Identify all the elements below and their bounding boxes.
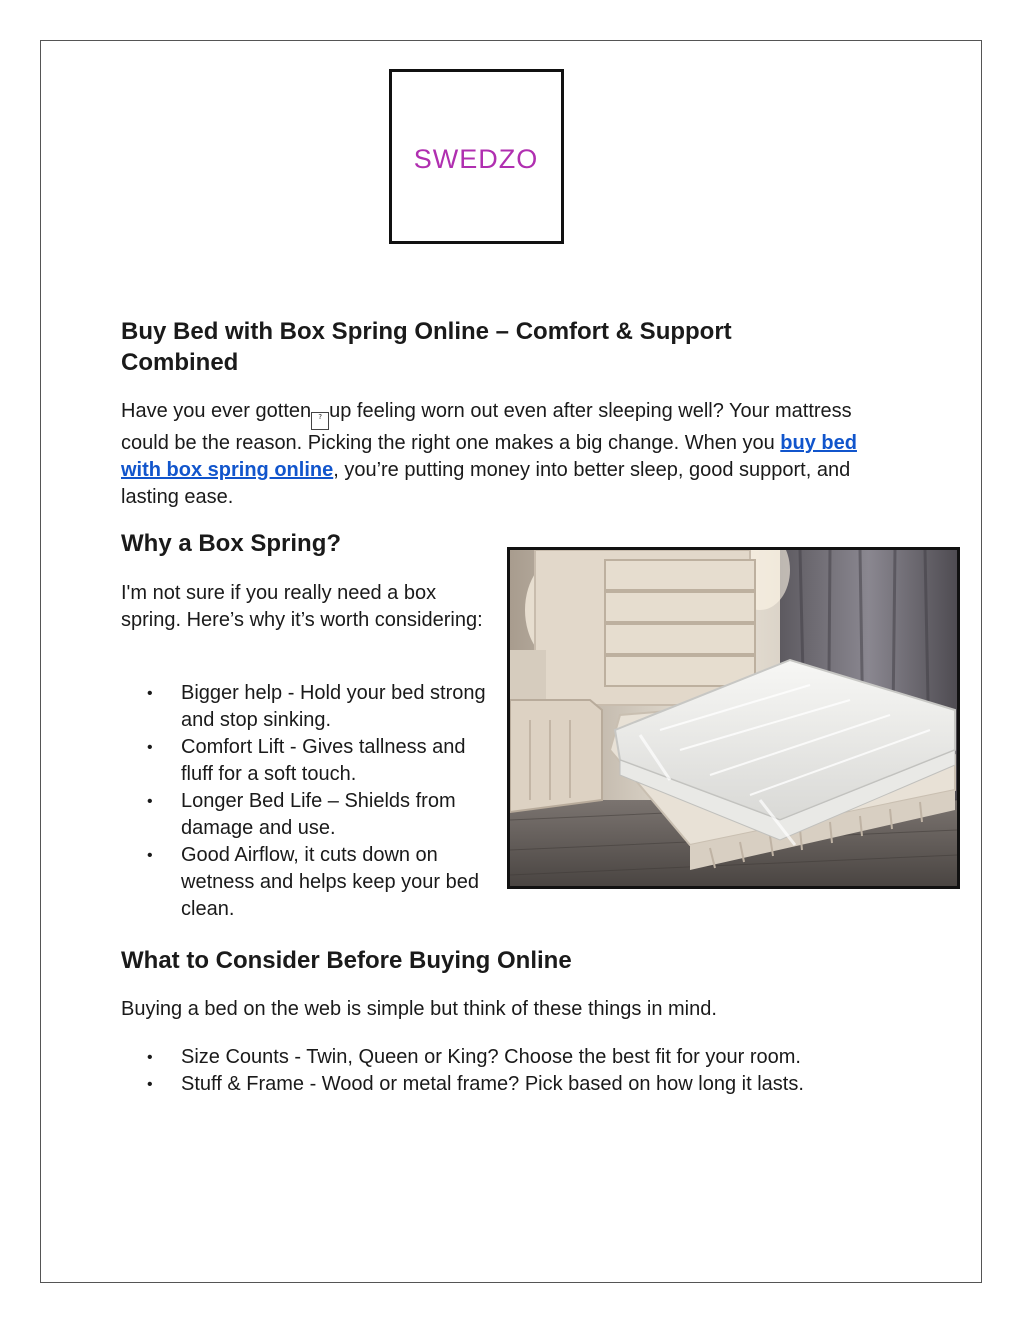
intro-text-middle: up feeling worn out even after sleeping well? Your mattress could be the reason. Picking the right one makes a big change. When you [121,400,852,454]
swedzo-logo [389,69,564,244]
buy-bed-link[interactable]: buy bed with box spring online [121,432,857,481]
intro-paragraph [121,398,861,511]
intro-text-end: , you’re putting money into better sleep, good support, and lasting ease. [121,459,851,508]
consider-text: Buying a bed on the web is simple but think of these things in mind. [121,998,717,1020]
why-box-spring-list [121,680,501,923]
list-item: • Good Airflow, it cuts down on wetness and helps keep your bed clean. [121,842,501,923]
intro-text-start: Have you ever gotten [121,400,312,422]
list-item: • Comfort Lift - Gives tallness and fluff for a soft touch. [121,734,501,788]
list-item: • Stuff & Frame - Wood or metal frame? Pick based on how long it lasts. [121,1071,861,1098]
consider-list [121,1044,861,1098]
list-item: • Longer Bed Life – Shields from damage and use. [121,788,501,842]
bed-photo [507,547,960,889]
list-item: • Size Counts - Twin, Queen or King? Choose the best fit for your room. [121,1044,861,1071]
consider-heading: What to Consider Before Buying Online [121,947,572,974]
why-box-spring-heading: Why a Box Spring? [121,530,342,557]
why-box-spring-text: I'm not sure if you really need a box spring. Here’s why it’s worth considering: [121,582,483,631]
missing-glyph-box: ? [311,412,329,430]
article-title: Buy Bed with Box Spring Online – Comfort & Support Combined [121,318,732,376]
logo-wordmark: SWEDZO [413,144,539,174]
list-item: • Bigger help - Hold your bed strong and stop sinking. [121,680,501,734]
